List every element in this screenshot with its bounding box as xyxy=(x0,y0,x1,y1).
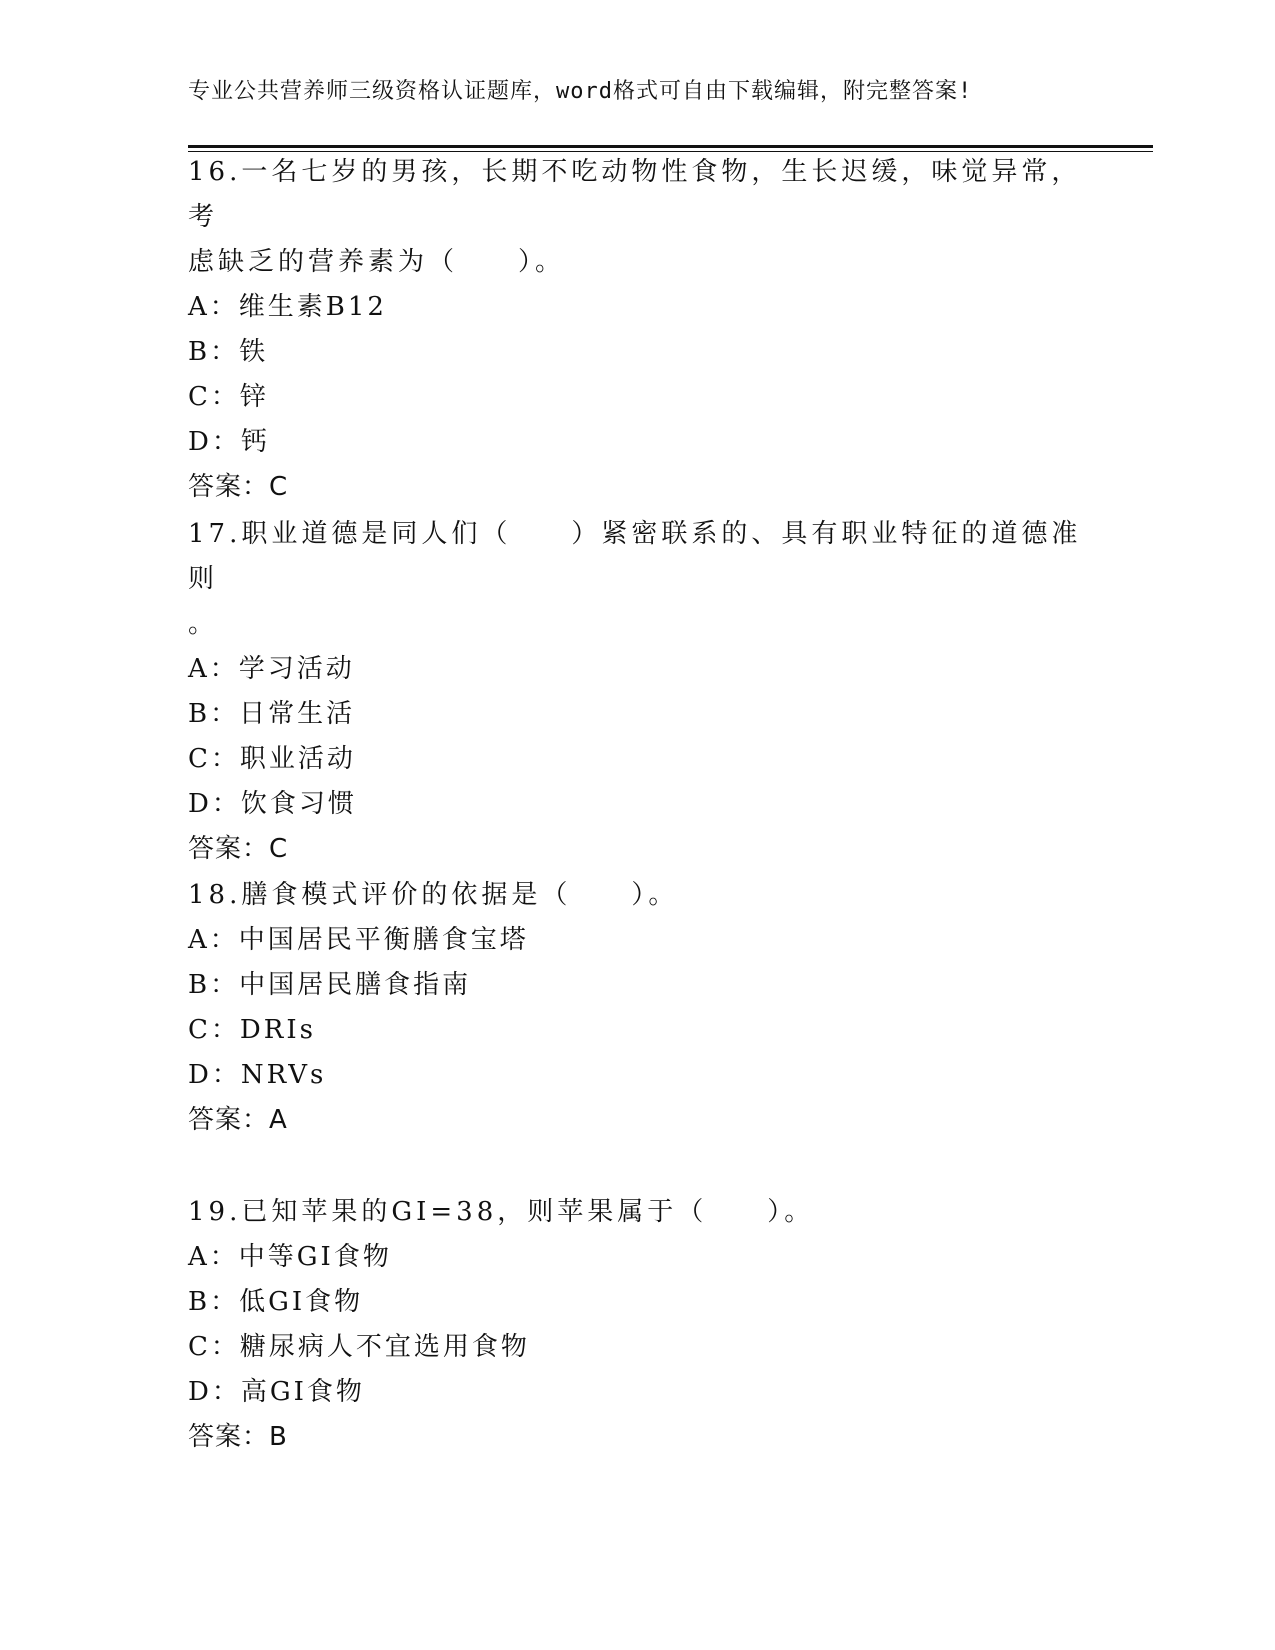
option-c: C：DRIs xyxy=(188,1015,316,1045)
option-a: A：学习活动 xyxy=(188,654,355,684)
option-d: D：高GI食物 xyxy=(188,1377,365,1407)
question-17 xyxy=(188,512,1088,872)
answer: 答案：A xyxy=(188,1105,288,1135)
option-d: D：钙 xyxy=(188,427,270,457)
option-b: B：日常生活 xyxy=(188,699,356,729)
question-stem: 18.膳食模式评价的依据是（ ）。 xyxy=(188,880,679,910)
option-b: B：中国居民膳食指南 xyxy=(188,970,472,1000)
answer: 答案：C xyxy=(188,834,289,864)
option-a: A：中等GI食物 xyxy=(188,1242,392,1272)
answer: 答案：B xyxy=(188,1422,288,1452)
question-18 xyxy=(188,873,1088,1143)
question-stem: 17.职业道德是同人们（ ）紧密联系的、具有职业特征的道德准则 xyxy=(188,519,1082,594)
option-a: A：维生素B12 xyxy=(188,292,387,322)
option-c: C：锌 xyxy=(188,382,269,412)
question-stem: 19.已知苹果的GI=38，则苹果属于（ ）。 xyxy=(188,1197,815,1227)
option-d: D：饮食习惯 xyxy=(188,789,357,819)
option-b: B：铁 xyxy=(188,337,269,367)
option-c: C：职业活动 xyxy=(188,744,356,774)
page-header: 专业公共营养师三级资格认证题库，word格式可自由下载编辑，附完整答案! xyxy=(188,79,973,104)
question-16 xyxy=(188,150,1088,510)
question-stem-continued: 虑缺乏的营养素为（ ）。 xyxy=(188,247,566,277)
question-19 xyxy=(188,1190,1088,1460)
option-d: D：NRVs xyxy=(188,1060,327,1090)
answer: 答案：C xyxy=(188,472,289,502)
option-b: B：低GI食物 xyxy=(188,1287,364,1317)
question-stem: 16.一名七岁的男孩，长期不吃动物性食物，生长迟缓，味觉异常，考 xyxy=(188,157,1082,232)
option-c: C：糖尿病人不宜选用食物 xyxy=(188,1332,530,1362)
option-a: A：中国居民平衡膳食宝塔 xyxy=(188,925,529,955)
question-stem-continued: 。 xyxy=(188,609,219,639)
